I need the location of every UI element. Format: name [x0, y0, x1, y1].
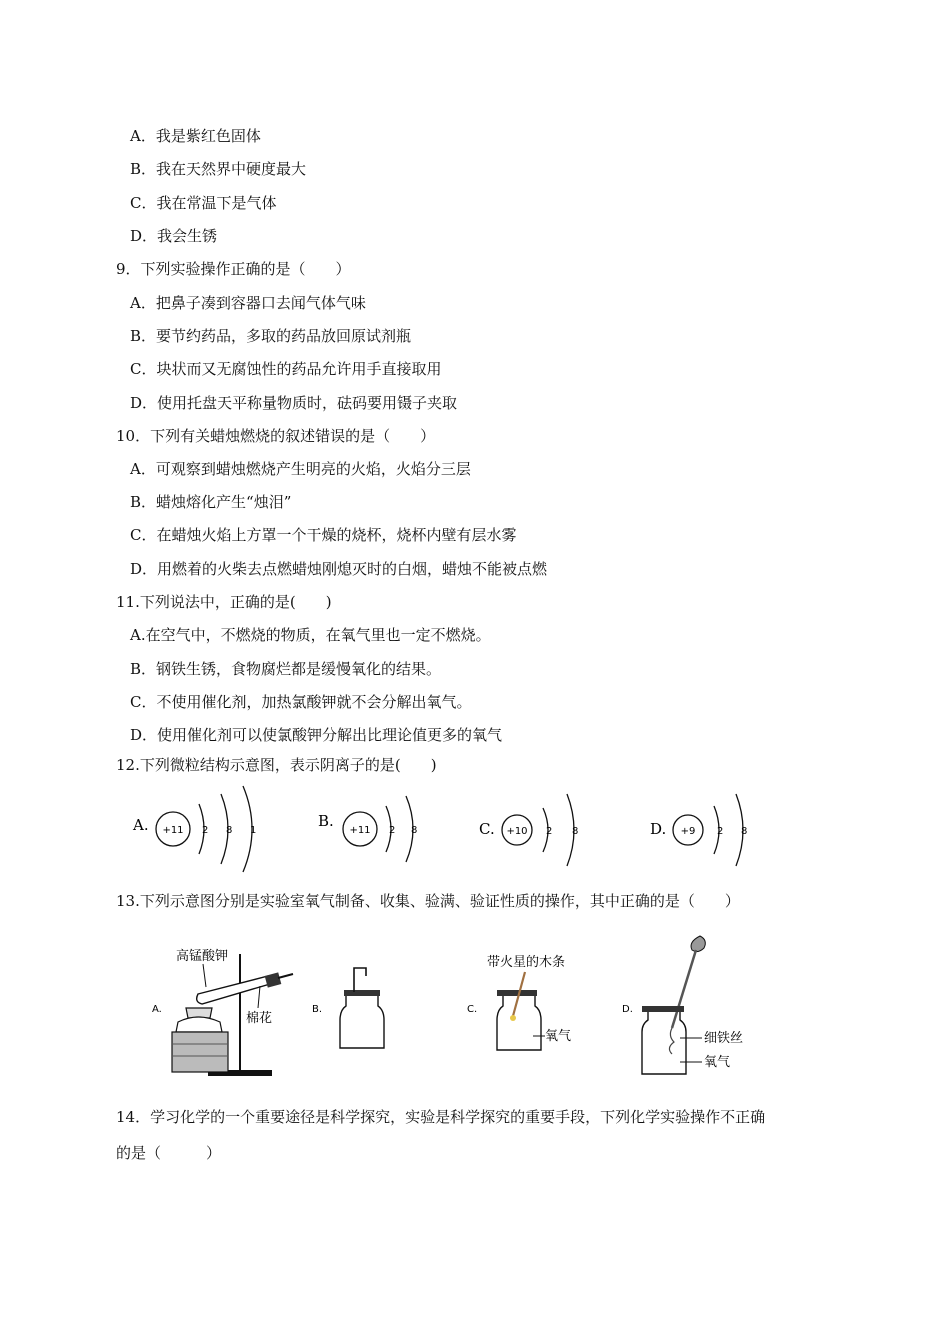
q10-option-d: D．用燃着的火柴去点燃蜡烛刚熄灭时的白烟，蜡烛不能被点燃: [130, 560, 548, 578]
atom-b-nucleus-charge: +11: [349, 825, 371, 836]
q11-option-b: B．钢铁生锈，食物腐烂都是缓慢氧化的结果。: [130, 660, 442, 678]
apparatus-b-glass-plate: [344, 990, 380, 996]
q10-stem: 10．下列有关蜡烛燃烧的叙述错误的是（ ）: [116, 427, 436, 445]
apparatus-b-letter: B.: [312, 1004, 323, 1015]
apparatus-d-iron-wire: [669, 1028, 674, 1054]
atom-d-letter: D.: [650, 820, 667, 838]
apparatus-a-cotton-pointer: [258, 986, 260, 1008]
apparatus-d-letter: D.: [622, 1004, 633, 1015]
apparatus-c-glowing-tip: [510, 1015, 516, 1021]
q12-stem: 12.下列微粒结构示意图，表示阴离子的是( ): [116, 756, 437, 774]
q8-option-c: C．我在常温下是气体: [130, 194, 277, 212]
atom-a-letter: A.: [133, 816, 149, 834]
atom-c-shell-1-count: 2: [546, 826, 553, 837]
atom-b-letter: B.: [318, 812, 334, 830]
apparatus-a-pointer-line: [203, 964, 206, 987]
apparatus-a-wood-block: [172, 1032, 228, 1072]
apparatus-d-tongs-hand: [691, 936, 705, 952]
q9-option-c: C．块状而又无腐蚀性的药品允许用手直接取用: [130, 360, 442, 378]
atom-d-shell-2-count: 8: [741, 826, 748, 837]
apparatus-c-label-splint: 带火星的木条: [487, 955, 566, 970]
q10-option-c: C．在蜡烛火焰上方罩一个干燥的烧杯，烧杯内壁有层水雾: [130, 526, 517, 544]
q9-option-b: B．要节约药品，多取的药品放回原试剂瓶: [130, 327, 412, 345]
apparatus-d-crucible-tongs: [672, 950, 696, 1028]
q9-option-d: D．使用托盘天平称量物质时，砝码要用镊子夹取: [130, 394, 458, 412]
atom-a: [132, 786, 256, 872]
q11-stem: 11.下列说法中，正确的是( ): [116, 593, 332, 611]
apparatus-b: [312, 968, 384, 1048]
q11-option-c: C．不使用催化剂，加热氯酸钾就不会分解出氧气。: [130, 693, 472, 711]
apparatus-d-gas-bottle: [642, 1012, 686, 1074]
q14-stem-line-2: 的是（ ）: [116, 1144, 222, 1162]
atom-b-shell-2-count: 8: [411, 825, 418, 836]
apparatus-a-label-cotton: 棉花: [246, 1011, 273, 1026]
q11-option-d: D．使用催化剂可以使氯酸钾分解出比理论值更多的氧气: [130, 726, 503, 744]
atom-b-shell-1-count: 2: [389, 825, 396, 836]
q13-stem: 13.下列示意图分别是实验室氧气制备、收集、验满、验证性质的操作，其中正确的是（ ）: [116, 892, 740, 910]
atom-d: [650, 794, 747, 866]
q8-option-b: B．我在天然界中硬度最大: [130, 160, 307, 178]
atom-d-shell-1-count: 2: [717, 826, 724, 837]
q12-atom-diagrams: [125, 782, 765, 877]
apparatus-b-gas-bottle: [340, 996, 384, 1048]
q10-option-a: A．可观察到蜡烛燃烧产生明亮的火焰，火焰分三层: [130, 460, 471, 478]
atom-a-shell-3-count: 1: [250, 825, 257, 836]
atom-c-nucleus-charge: +10: [506, 826, 528, 837]
apparatus-c-gas-bottle: [497, 996, 541, 1050]
apparatus-d-glass-plate: [642, 1006, 684, 1012]
apparatus-c-letter: C.: [467, 1004, 478, 1015]
apparatus-d: [622, 936, 743, 1074]
apparatus-a: [152, 948, 293, 1076]
apparatus-d-label-oxygen: 氧气: [704, 1055, 731, 1070]
q13-apparatus-diagrams: [148, 932, 768, 1082]
apparatus-a-letter: A.: [152, 1004, 162, 1015]
apparatus-b-delivery-tube: [354, 968, 366, 992]
atom-d-nucleus-charge: +9: [680, 826, 696, 837]
apparatus-a-label-kmno4: 高锰酸钾: [176, 949, 229, 964]
q8-option-d: D．我会生锈: [130, 227, 218, 245]
apparatus-a-delivery-tube: [278, 974, 293, 978]
atom-a-shell-1-count: 2: [202, 825, 209, 836]
q9-stem: 9．下列实验操作正确的是（ ）: [116, 260, 351, 278]
atom-b: [318, 796, 417, 862]
atom-c-shell-2-count: 8: [572, 826, 579, 837]
atom-a-nucleus-charge: +11: [162, 825, 184, 836]
q10-option-b: B．蜡烛熔化产生“烛泪”: [130, 493, 292, 511]
q9-option-a: A．把鼻子凑到容器口去闻气体气味: [130, 294, 366, 312]
apparatus-c: [467, 954, 571, 1050]
atom-c: [479, 794, 578, 866]
q11-option-a: A.在空气中，不燃烧的物质，在氧气里也一定不燃烧。: [130, 626, 491, 644]
q14-stem-line-1: 14．学习化学的一个重要途径是科学探究，实验是科学探究的重要手段，下列化学实验操作不正确: [116, 1108, 766, 1126]
apparatus-c-glass-plate: [497, 990, 537, 996]
apparatus-d-label-iron-wire: 细铁丝: [704, 1031, 744, 1046]
atom-a-shell-2-count: 8: [226, 825, 233, 836]
apparatus-c-label-oxygen: 氧气: [545, 1029, 572, 1044]
atom-c-letter: C.: [479, 820, 495, 838]
apparatus-a-alcohol-lamp: [176, 1017, 222, 1032]
q8-option-a: A．我是紫红色固体: [130, 127, 261, 145]
apparatus-a-stopper: [265, 972, 282, 987]
